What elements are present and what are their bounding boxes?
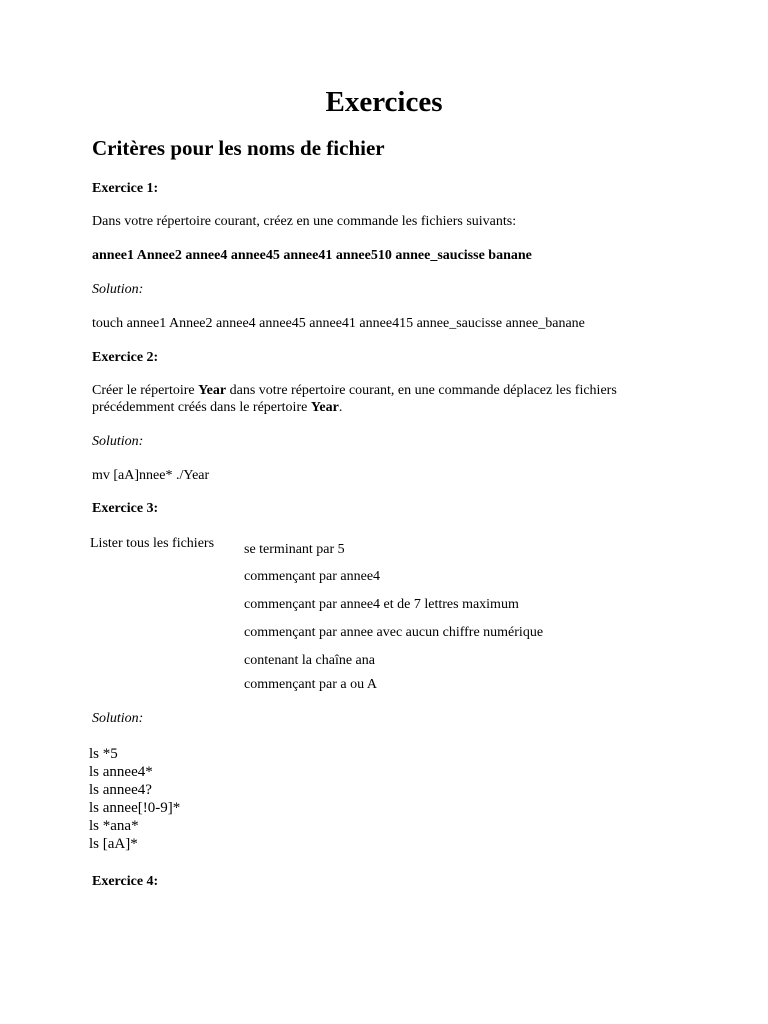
exercise3-item: contenant la chaîne ana	[244, 653, 375, 668]
exercise3-solution-label: Solution:	[92, 711, 144, 726]
exercise1-instruction: Dans votre répertoire courant, créez en une commande les fichiers suivants:	[92, 214, 517, 229]
exercise3-solution-line: ls *5	[89, 746, 118, 762]
exercise3-item: commençant par annee avec aucun chiffre numérique	[244, 625, 544, 640]
exercise3-item: se terminant par 5	[244, 542, 345, 557]
exercise2-year-bold-1: Year	[198, 383, 227, 398]
exercise3-solution-line: ls annee4?	[89, 782, 152, 798]
exercise3-item: commençant par annee4 et de 7 lettres maximum	[244, 597, 519, 612]
exercise2-year-bold-2: Year	[310, 400, 339, 415]
exercise3-solution-line: ls annee4*	[89, 764, 153, 780]
exercise2-line1	[92, 382, 617, 399]
exercise3-solution-line: ls annee[!0-9]*	[89, 800, 181, 816]
exercise2-heading: Exercice 2:	[92, 350, 159, 365]
exercise3-heading: Exercice 3:	[92, 501, 159, 516]
section-title: Critères pour les noms de fichier	[92, 136, 385, 160]
exercise3-item: commençant par annee4	[244, 569, 381, 584]
exercise2-solution-label: Solution:	[92, 434, 144, 449]
exercise1-solution-label: Solution:	[92, 282, 144, 297]
exercise2-line2-part1: précédemment créés dans le répertoire	[92, 400, 311, 415]
exercise3-solution-line: ls *ana*	[89, 818, 139, 834]
exercise3-lead: Lister tous les fichiers	[90, 536, 215, 551]
exercise1-heading: Exercice 1:	[92, 181, 159, 196]
exercise4-heading: Exercice 4:	[92, 874, 159, 889]
exercise2-line1-part1: Créer le répertoire	[92, 383, 199, 398]
exercise3-item: commençant par a ou A	[244, 677, 377, 692]
exercise2-line2	[92, 399, 342, 416]
exercise2-line2-part3: .	[338, 400, 343, 415]
exercise1-solution: touch annee1 Annee2 annee4 annee45 annee41 annee415 annee_saucisse annee_banane	[92, 316, 585, 331]
exercise2-line1-part3: dans votre répertoire courant, en une commande déplacez les fichiers	[226, 383, 617, 398]
document-title: Exercices	[325, 86, 443, 118]
exercise2-solution: mv [aA]nnee* ./Year	[92, 468, 210, 483]
exercise3-solution-line: ls [aA]*	[89, 836, 138, 852]
exercise1-files: annee1 Annee2 annee4 annee45 annee41 annee510 annee_saucisse banane	[92, 248, 532, 263]
